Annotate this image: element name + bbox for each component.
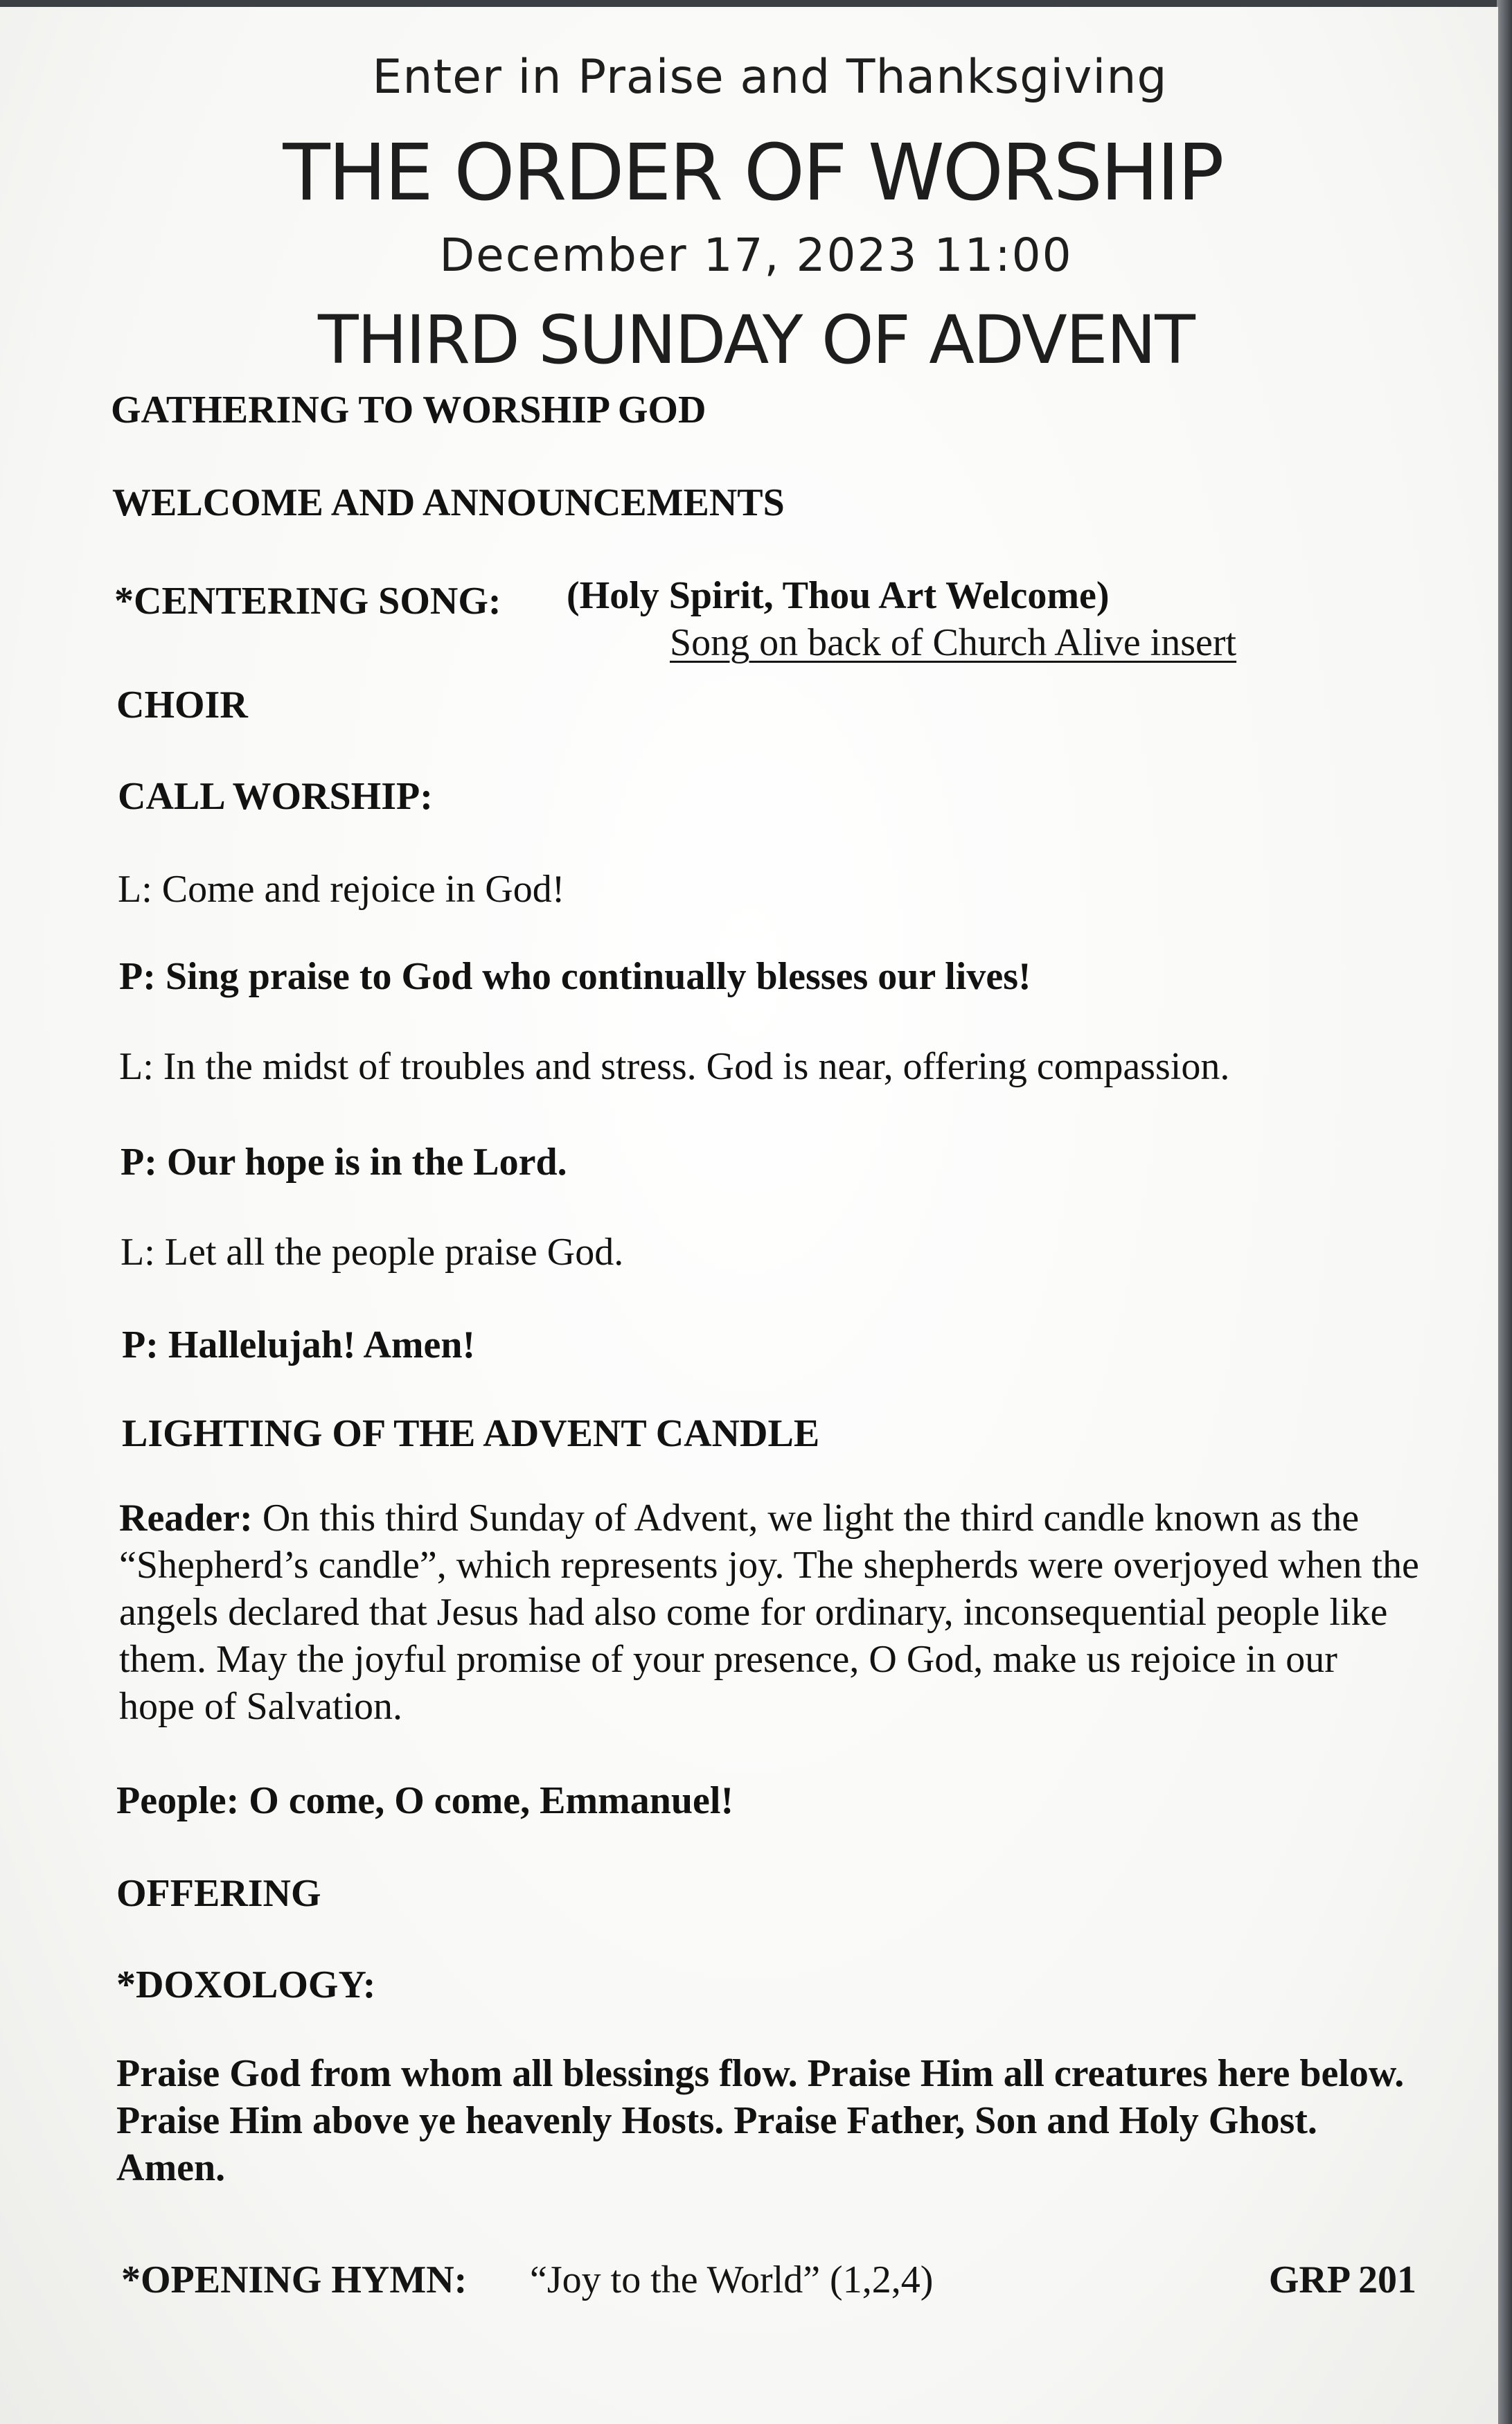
- call-worship-heading: CALL WORSHIP:: [118, 775, 433, 818]
- doxology-heading: *DOXOLOGY:: [116, 1963, 376, 2006]
- opening-hymn-label: *OPENING HYMN:: [121, 2258, 468, 2301]
- people-response: People: O come, O come, Emmanuel!: [116, 1779, 734, 1822]
- advent-candle-reading: [119, 1495, 1421, 1730]
- choir-heading: CHOIR: [116, 684, 248, 727]
- offering-heading: OFFERING: [116, 1872, 321, 1915]
- tagline: Enter in Praise and Thanksgiving: [372, 50, 1168, 105]
- service-date: December 17, 2023 11:00: [439, 229, 1073, 282]
- doxology-text: [116, 2050, 1418, 2191]
- centering-song-title: (Holy Spirit, Thou Art Welcome): [567, 574, 1110, 617]
- opening-hymn-title: “Joy to the World” (1,2,4): [530, 2258, 934, 2301]
- call-worship-line: P: Sing praise to God who continually blesses our lives!: [119, 955, 1031, 998]
- call-worship-line: L: Let all the people praise God.: [121, 1231, 624, 1274]
- service-occasion: THIRD SUNDAY OF ADVENT: [318, 301, 1194, 379]
- centering-song-note: Song on back of Church Alive insert: [670, 621, 1237, 664]
- advent-candle-heading: LIGHTING OF THE ADVENT CANDLE: [122, 1412, 820, 1455]
- call-worship-line: L: Come and rejoice in God!: [118, 868, 565, 911]
- photo-background-right: [1497, 0, 1512, 2424]
- page-title: THE ORDER OF WORSHIP: [283, 128, 1222, 218]
- reader-text: On this third Sunday of Advent, we light the third candle known as the “Shepherd’s candle”, which represents joy. The shepherds were overjoyed when the angels declared that Jesus had also come for ordinary, inconsequential people like them. May the joyful promise of your presence, O God, make us rejoice in our hope of Salvation.: [119, 1497, 1419, 1728]
- opening-hymn-row: [121, 2256, 1416, 2303]
- call-worship-line: L: In the midst of troubles and stress. God is near, offering compassion.: [119, 1045, 1230, 1088]
- bulletin-page: [0, 7, 1498, 2424]
- gathering-heading: GATHERING TO WORSHIP GOD: [111, 389, 706, 431]
- reader-label: Reader:: [119, 1497, 253, 1540]
- doxology-lyrics: Praise God from whom all blessings flow. Praise Him all creatures here below. Praise Him above ye heavenly Hosts. Praise Father, Son and Holy Ghost. Amen.: [116, 2052, 1405, 2189]
- call-worship-line: P: Hallelujah! Amen!: [122, 1324, 476, 1366]
- centering-song-label: *CENTERING SONG:: [114, 580, 501, 623]
- call-worship-line: P: Our hope is in the Lord.: [121, 1141, 567, 1184]
- opening-hymn-number: GRP 201: [1268, 2258, 1416, 2301]
- welcome-heading: WELCOME AND ANNOUNCEMENTS: [112, 481, 785, 524]
